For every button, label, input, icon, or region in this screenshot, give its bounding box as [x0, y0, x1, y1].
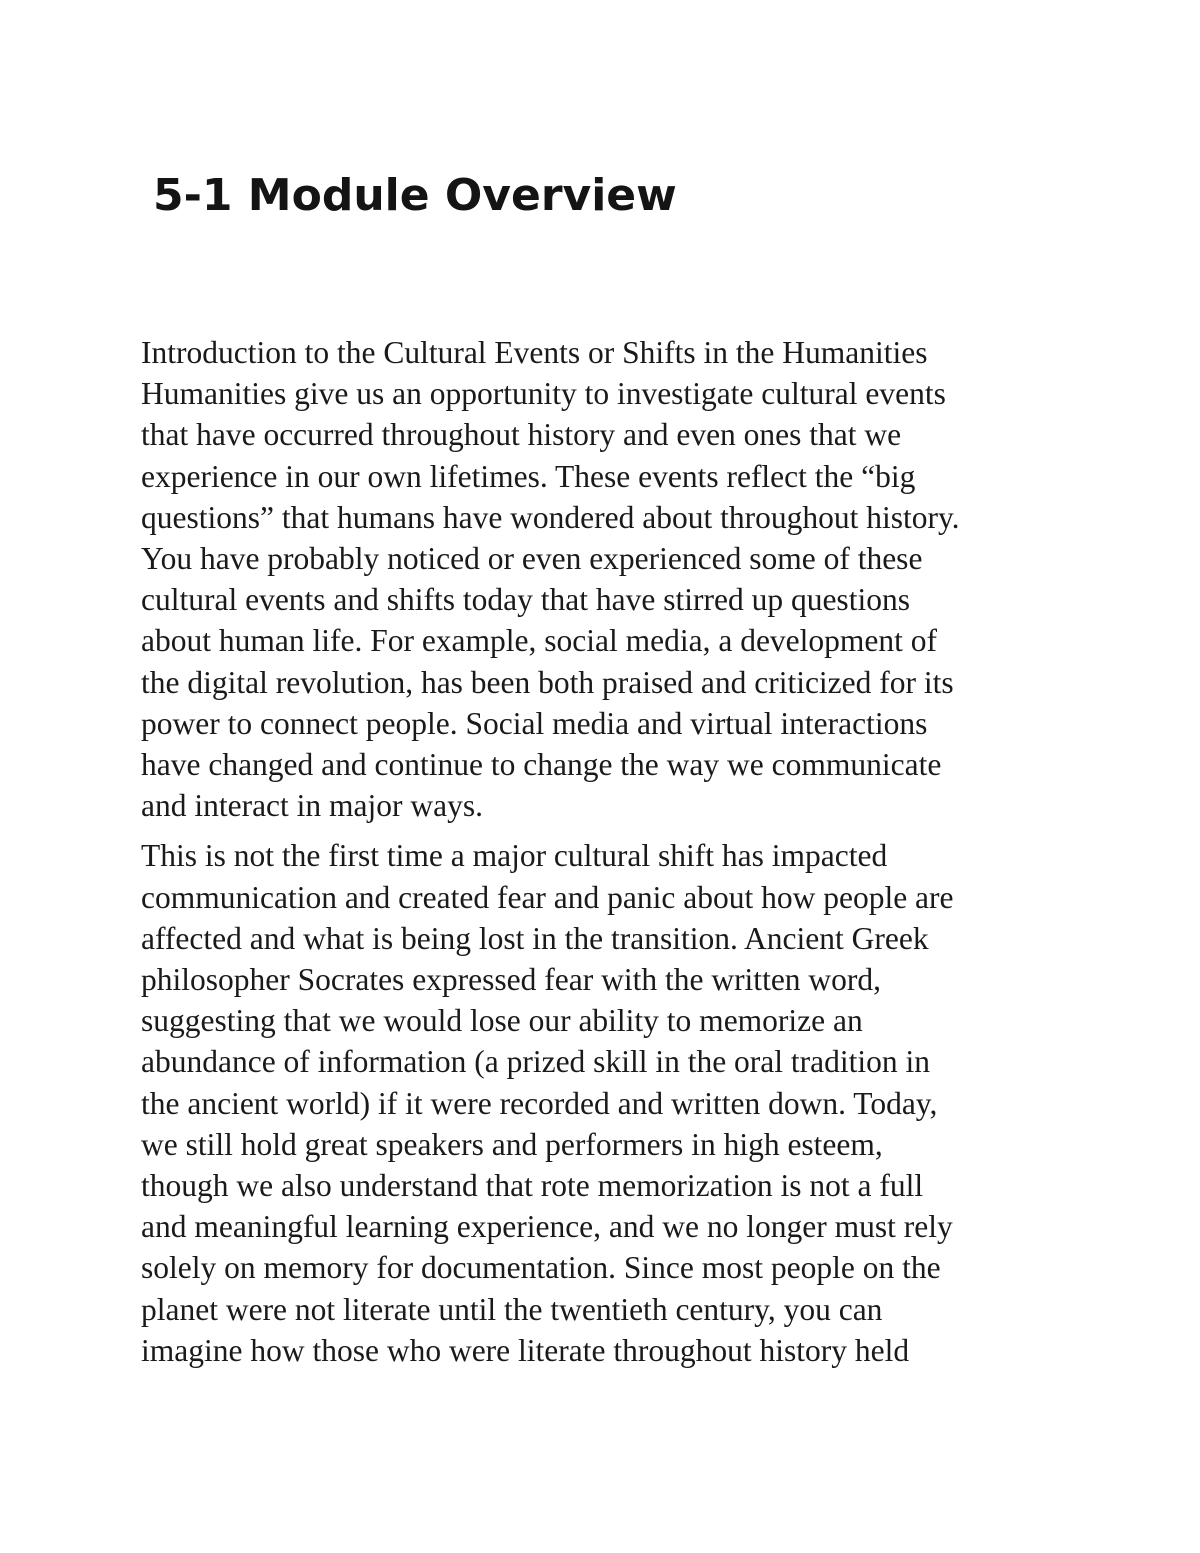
text-line: have changed and continue to change the way we communicate [141, 747, 942, 783]
text-line: affected and what is being lost in the transition. Ancient Greek [141, 920, 929, 956]
text-line: we still hold great speakers and performers in high esteem, [141, 1126, 883, 1162]
document-body [141, 332, 1081, 1371]
text-line: questions” that humans have wondered about throughout history. [141, 499, 960, 535]
paragraph-socrates [141, 835, 1081, 1371]
text-line: imagine how those who were literate throughout history held [141, 1332, 910, 1368]
text-line: This is not the first time a major cultural shift has impacted [141, 838, 888, 874]
text-line: cultural events and shifts today that have stirred up questions [141, 582, 910, 618]
text-line: Humanities give us an opportunity to investigate cultural events [141, 376, 946, 412]
paragraph-spacing [141, 826, 1081, 835]
page-title: 5-1 Module Overview [153, 170, 677, 221]
text-line: though we also understand that rote memorization is not a full [141, 1168, 924, 1204]
text-line: abundance of information (a prized skill in the oral tradition in [141, 1044, 931, 1080]
text-line: philosopher Socrates expressed fear with the written word, [141, 962, 882, 998]
text-line: communication and created fear and panic about how people are [141, 879, 954, 915]
text-line: and meaningful learning experience, and we no longer must rely [141, 1209, 953, 1245]
text-line: power to connect people. Social media and virtual interactions [141, 705, 928, 741]
text-line: suggesting that we would lose our ability to memorize an [141, 1003, 863, 1039]
text-line: the digital revolution, has been both praised and criticized for its [141, 664, 954, 700]
paragraph-introduction [141, 332, 1081, 826]
text-line: solely on memory for documentation. Since most people on the [141, 1250, 941, 1286]
text-line: planet were not literate until the twentieth century, you can [141, 1291, 883, 1327]
text-line: and interact in major ways. [141, 788, 484, 824]
text-line: experience in our own lifetimes. These events reflect the “big [141, 458, 916, 494]
text-line: Introduction to the Cultural Events or Shifts in the Humanities [141, 335, 928, 370]
text-line: You have probably noticed or even experienced some of these [141, 541, 923, 577]
text-line: about human life. For example, social media, a development of [141, 623, 938, 659]
text-line: the ancient world) if it were recorded and written down. Today, [141, 1085, 938, 1121]
text-line: that have occurred throughout history and even ones that we [141, 417, 902, 453]
